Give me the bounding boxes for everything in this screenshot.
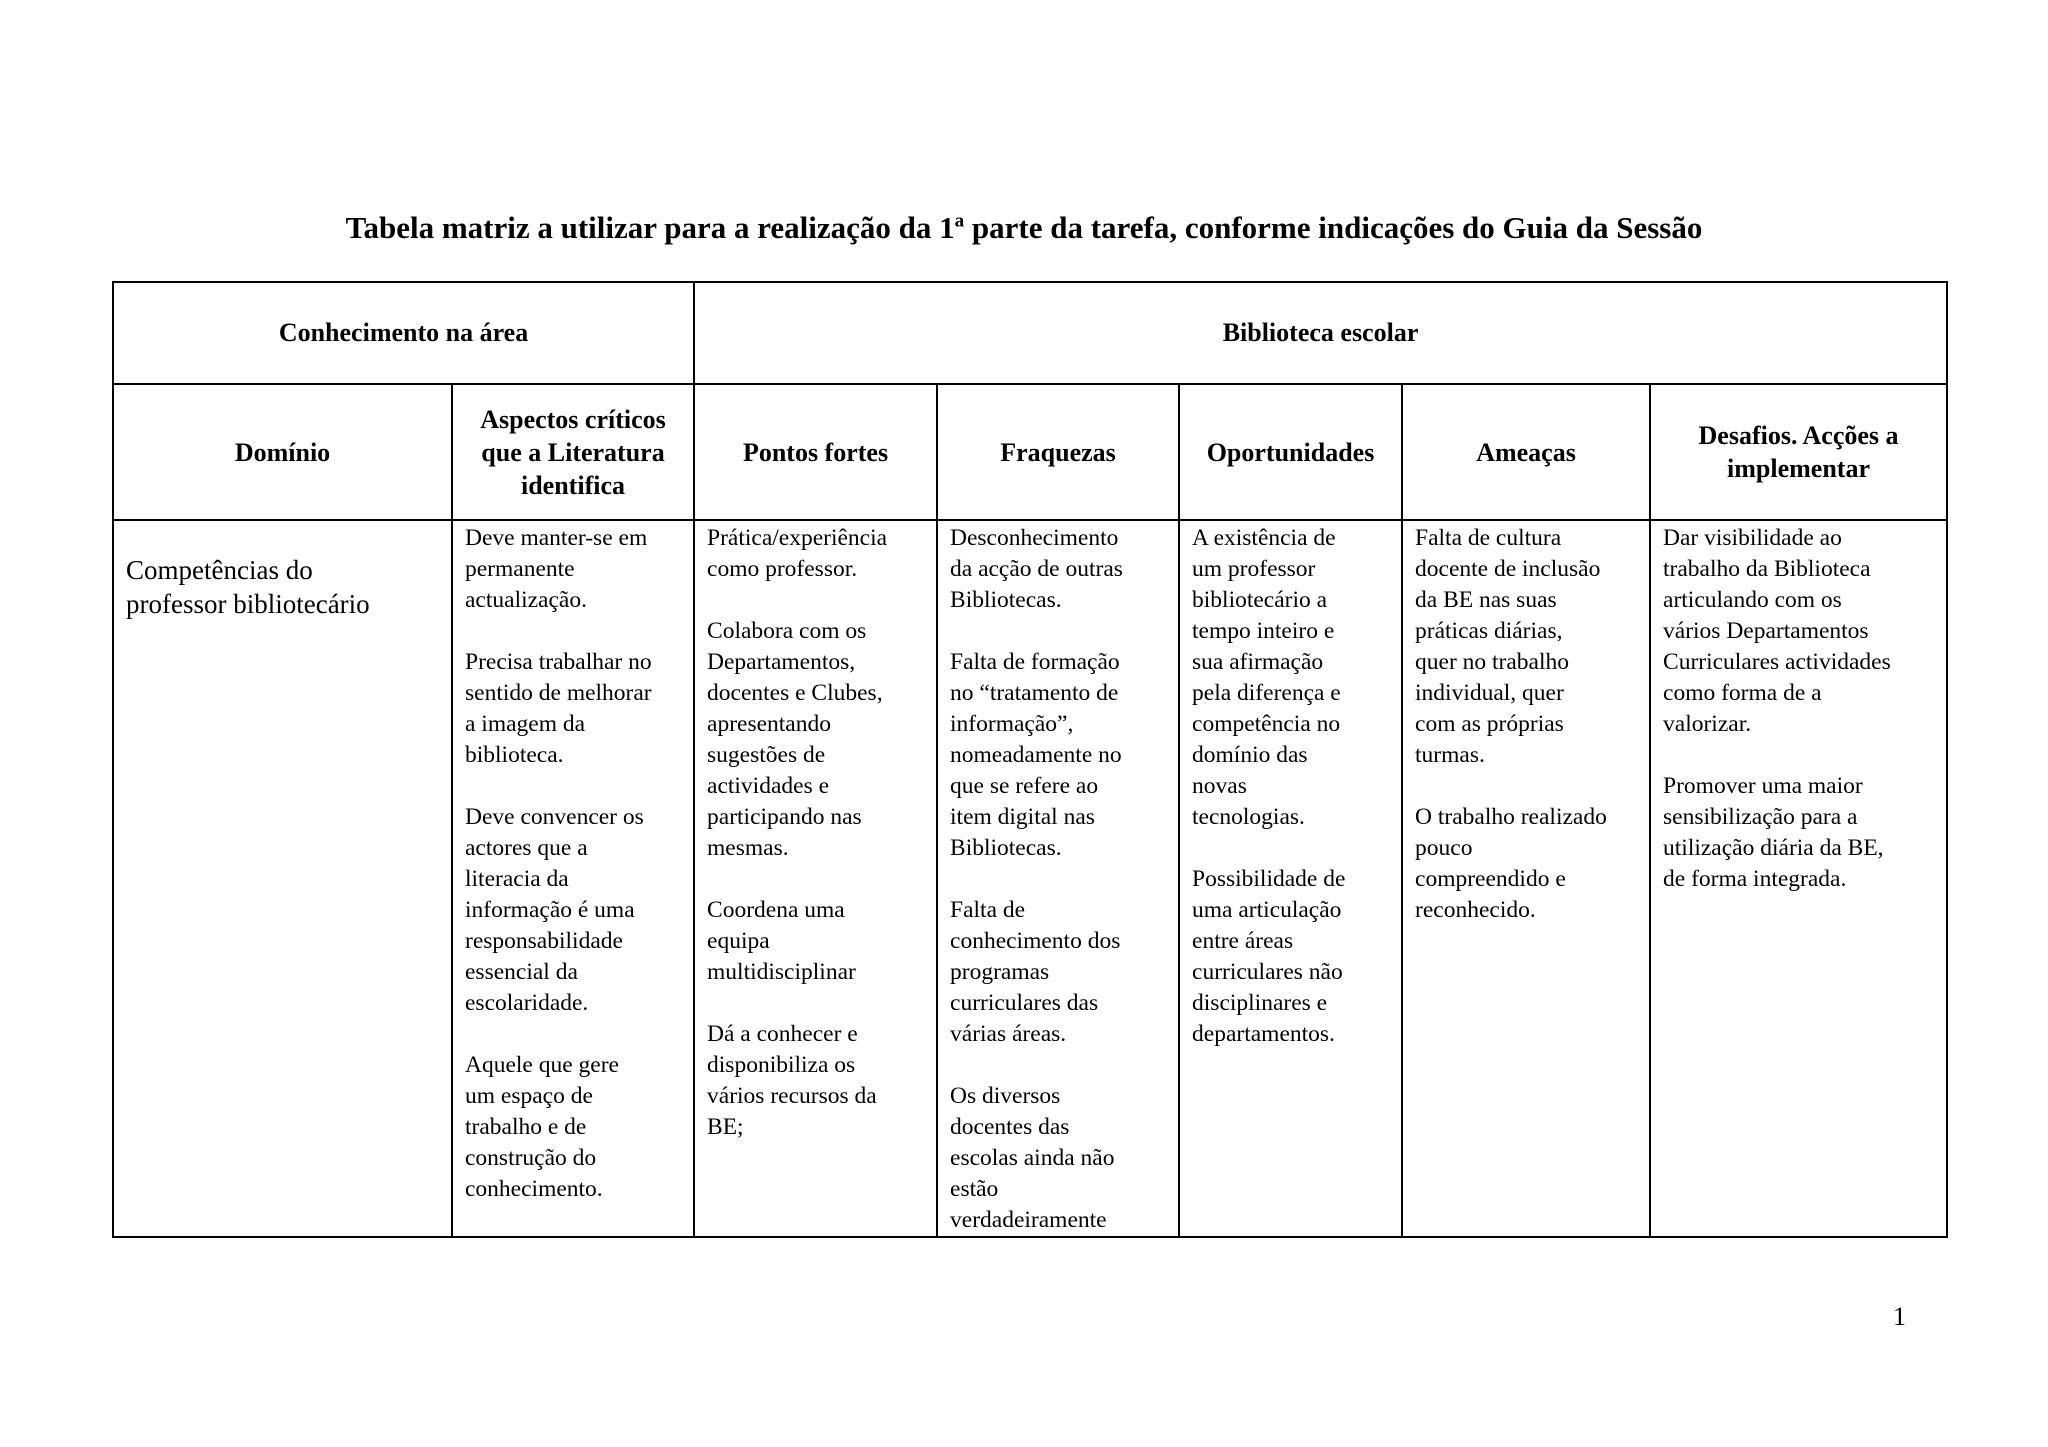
column-header-row	[113, 384, 1947, 520]
cell-aspectos-criticos	[452, 520, 694, 1237]
ameacas-paragraph: Falta de cultura docente de inclusão da BE nas suas práticas diárias, quer no trabalho individual, quer com as próprias turmas.	[1415, 525, 1601, 768]
cell-pontos-fortes	[694, 520, 937, 1237]
fraquezas-paragraph: Desconhecimento da acção de outras Bibliotecas.	[950, 525, 1123, 613]
header-aspectos-criticos: Aspectos críticos que a Literatura identifica	[452, 384, 694, 520]
page-number: 1	[1893, 1302, 1906, 1331]
cell-fraquezas	[937, 520, 1179, 1237]
swot-matrix-table	[112, 281, 1948, 1238]
aspectos-paragraph: Deve convencer os actores que a literacia da informação é uma responsabilidade essencial da escolaridade.	[465, 804, 644, 1016]
cell-ameacas	[1402, 520, 1650, 1237]
aspectos-paragraph: Precisa trabalhar no sentido de melhorar a imagem da biblioteca.	[465, 649, 652, 768]
desafios-paragraph: Dar visibilidade ao trabalho da Biblioteca articulando com os vários Departamentos Curriculares actividades como forma de a valorizar.	[1663, 525, 1891, 737]
desafios-paragraph: Promover uma maior sensibilização para a utilização diária da BE, de forma integrada.	[1663, 773, 1884, 892]
cell-oportunidades	[1179, 520, 1402, 1237]
header-oportunidades: Oportunidades	[1179, 384, 1402, 520]
pontos-fortes-paragraph: Dá a conhecer e disponibiliza os vários recursos da BE;	[707, 1021, 877, 1140]
group-header-conhecimento: Conhecimento na área	[113, 282, 694, 384]
cell-desafios	[1650, 520, 1947, 1237]
group-header-biblioteca: Biblioteca escolar	[694, 282, 1947, 384]
header-dominio: Domínio	[113, 384, 452, 520]
pontos-fortes-paragraph: Prática/experiência como professor.	[707, 525, 888, 582]
header-desafios: Desafios. Acções a implementar	[1650, 384, 1947, 520]
ameacas-paragraph: O trabalho realizado pouco compreendido e reconhecido.	[1415, 804, 1607, 923]
title-main-text: Tabela matriz a utilizar para a realização da 1	[345, 210, 955, 245]
header-pontos-fortes: Pontos fortes	[694, 384, 937, 520]
page-title	[0, 208, 2048, 248]
title-rest-text: parte da tarefa, conforme indicações do Guia da Sessão	[964, 210, 1703, 245]
fraquezas-paragraph: Os diversos docentes das escolas ainda não estão verdadeiramente	[950, 1083, 1115, 1233]
oportunidades-paragraph: Possibilidade de uma articulação entre áreas curriculares não disciplinares e departamentos.	[1192, 866, 1346, 1047]
title-superscript: a	[954, 210, 965, 232]
pontos-fortes-paragraph: Colabora com os Departamentos, docentes e Clubes, apresentando sugestões de actividades e participando nas mesmas.	[707, 618, 883, 861]
pontos-fortes-paragraph: Coordena uma equipa multidisciplinar	[707, 897, 856, 985]
fraquezas-paragraph: Falta de formação no “tratamento de informação”, nomeadamente no que se refere ao item digital nas Bibliotecas.	[950, 649, 1122, 861]
group-header-row	[113, 282, 1947, 384]
aspectos-paragraph: Aquele que gere um espaço de trabalho e de construção do conhecimento.	[465, 1052, 619, 1202]
dominio-text: Competências do professor bibliotecário	[126, 555, 370, 619]
fraquezas-paragraph: Falta de conhecimento dos programas curriculares das várias áreas.	[950, 897, 1121, 1047]
table-row	[113, 520, 1947, 1237]
header-ameacas: Ameaças	[1402, 384, 1650, 520]
aspectos-paragraph: Deve manter-se em permanente actualização.	[465, 525, 648, 613]
cell-dominio	[113, 520, 452, 1237]
header-fraquezas: Fraquezas	[937, 384, 1179, 520]
oportunidades-paragraph: A existência de um professor bibliotecário a tempo inteiro e sua afirmação pela diferença e competência no domínio das novas tecnologias.	[1192, 525, 1341, 830]
